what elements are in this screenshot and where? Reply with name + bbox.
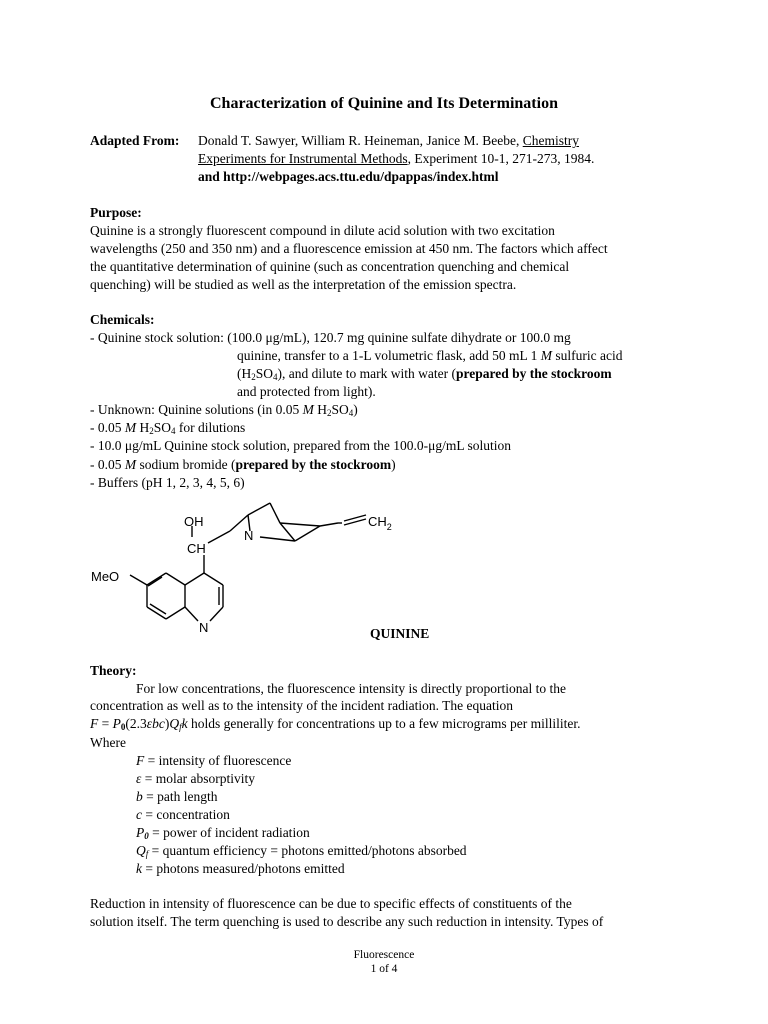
adapted-label: Adapted From: [90, 133, 180, 148]
chem-text: - Unknown: Quinine solutions (in 0.05 [90, 402, 303, 417]
equation-line [90, 715, 580, 733]
chem-dilution-line [90, 419, 245, 437]
chem-text: quinine, transfer to a 1-L volumetric flask, add 50 mL 1 [237, 348, 541, 363]
subscript: 2 [149, 426, 154, 436]
ref-tail: , Experiment 10-1, 271-273, 1984. [407, 151, 595, 166]
page-title: Characterization of Quinine and Its Determination [210, 95, 558, 112]
chem-text: ), and dilute to mark with water ( [277, 366, 456, 381]
definition-item [136, 770, 255, 788]
chem-buffers-line: - Buffers (pH 1, 2, 3, 4, 5, 6) [90, 475, 245, 490]
eq-symbol: Q [169, 716, 180, 731]
purpose-line: quenching) will be studied as well as the interpretation of the emission spectra. [90, 277, 517, 292]
adapted-authors: Donald T. Sawyer, William R. Heineman, Janice M. Beebe, [198, 133, 523, 148]
subscript: f [179, 722, 182, 732]
definition-item [136, 842, 467, 860]
source-url: and http://webpages.acs.ttu.edu/dpappas/index.html [198, 169, 499, 184]
subscript: 4 [348, 408, 354, 418]
definition-item [136, 824, 310, 842]
structure-caption: QUININE [370, 626, 430, 641]
chem-text: for dilutions [175, 420, 246, 435]
theory-line: concentration as well as to the intensity of the incident radiation. The equation [90, 698, 514, 713]
definition-item [136, 806, 230, 824]
eq-symbol: F [90, 716, 99, 731]
meo-label: MeO [91, 569, 120, 584]
molar-symbol: M [124, 457, 137, 472]
subscript: 2 [327, 408, 332, 418]
chem-text: - 0.05 [90, 420, 125, 435]
molar-symbol: M [302, 402, 314, 417]
stockroom-note: prepared by the stockroom [455, 366, 612, 381]
chem-text: H [139, 420, 150, 435]
subscript: 4 [171, 426, 176, 436]
eq-symbol: k [181, 716, 188, 731]
def-text: = concentration [142, 807, 230, 822]
eq-text: = [98, 716, 113, 731]
subscript: f [145, 849, 149, 859]
structure-bonds [130, 503, 366, 621]
ch-label: CH [187, 541, 206, 556]
stockroom-note: prepared by the stockroom [235, 457, 392, 472]
chem-nabr-line [90, 456, 396, 474]
def-symbol: Q [136, 843, 146, 858]
def-symbol: F [136, 753, 145, 768]
theory-heading: Theory: [90, 663, 137, 678]
footer-label: Fluorescence [353, 949, 415, 961]
chem-text: sodium bromide ( [136, 457, 236, 472]
def-text: = intensity of fluorescence [144, 753, 292, 768]
def-text: = quantum efficiency = photons emitted/photons absorbed [148, 843, 467, 858]
subscript: 4 [273, 372, 278, 382]
chem-text: sulfuric acid [552, 348, 623, 363]
purpose-line: Quinine is a strongly fluorescent compound in dilute acid solution with two excitation [90, 223, 555, 238]
subscript: 0 [144, 831, 149, 841]
chem-text: SO [255, 366, 274, 381]
theory-line: For low concentrations, the fluorescence intensity is directly proportional to the [136, 681, 567, 696]
definition-item [136, 860, 345, 878]
chem-text: H [317, 402, 327, 417]
chem-ten-line: - 10.0 μg/mL Quinine stock solution, prepared from the 100.0-μg/mL solution [90, 438, 512, 453]
subscript: 0 [120, 722, 126, 732]
definition-item [136, 752, 291, 770]
reduction-line: Reduction in intensity of fluorescence can be due to specific effects of constituents of the [90, 896, 572, 911]
eq-symbol: P [112, 716, 121, 731]
molar-symbol: M [124, 420, 137, 435]
ch2-label [368, 514, 392, 532]
adapted-ref-line-2 [198, 150, 594, 168]
purpose-line: wavelengths (250 and 350 nm) and a fluorescence emission at 450 nm. The factors which affect [90, 241, 608, 256]
eq-text: (2.3 [125, 716, 147, 731]
ch2-text: CH [368, 514, 387, 529]
quinine-structure-diagram [80, 495, 410, 645]
molar-symbol: M [540, 348, 553, 363]
n-quinoline-label: N [199, 620, 209, 635]
chem-text: SO [153, 420, 172, 435]
def-symbol: ε [136, 771, 142, 786]
chem-stock-line-1: - Quinine stock solution: (100.0 μg/mL), 120.7 mg quinine sulfate dihydrate or 100.0 mg [90, 330, 571, 345]
def-text: = power of incident radiation [148, 825, 310, 840]
chem-unknown-line [90, 401, 358, 419]
eq-text: ) [164, 716, 170, 731]
purpose-line: the quantitative determination of quinine (such as concentration quenching and chemical [90, 259, 570, 274]
ch2-subscript: 2 [386, 522, 392, 532]
page-number: 1 of 4 [370, 963, 398, 975]
book-title-part2: Experiments for Instrumental Methods [198, 151, 408, 166]
chem-stock-line-3 [237, 365, 612, 383]
chem-text: - 0.05 [90, 457, 125, 472]
chemicals-heading: Chemicals: [90, 312, 155, 327]
def-symbol: k [136, 861, 142, 876]
definition-item [136, 788, 217, 806]
subscript: 2 [251, 372, 256, 382]
eq-symbol: εbc [146, 716, 165, 731]
chem-stock-line-2 [237, 347, 623, 365]
oh-label: OH [184, 514, 204, 529]
where-label: Where [90, 735, 126, 750]
def-symbol: b [136, 789, 143, 804]
chem-text: ) [353, 402, 358, 417]
def-text: = photons measured/photons emitted [142, 861, 345, 876]
chem-text: (H [237, 366, 252, 381]
reduction-line: solution itself. The term quenching is used to describe any such reduction in intensity. Types of [90, 914, 604, 929]
n-quinuclidine-label: N [244, 528, 254, 543]
adapted-line-1 [90, 132, 179, 150]
book-title-part1: Chemistry [522, 133, 579, 148]
chem-stock-line-4: and protected from light). [237, 384, 376, 399]
eq-text: holds generally for concentrations up to a few micrograms per milliliter. [187, 716, 581, 731]
chem-text: SO [331, 402, 349, 417]
def-text: = path length [142, 789, 218, 804]
purpose-heading: Purpose: [90, 205, 142, 220]
def-symbol: P [136, 825, 145, 840]
chem-text: ) [391, 457, 396, 472]
def-symbol: c [136, 807, 142, 822]
def-text: = molar absorptivity [141, 771, 256, 786]
adapted-ref-line-1 [198, 132, 579, 150]
